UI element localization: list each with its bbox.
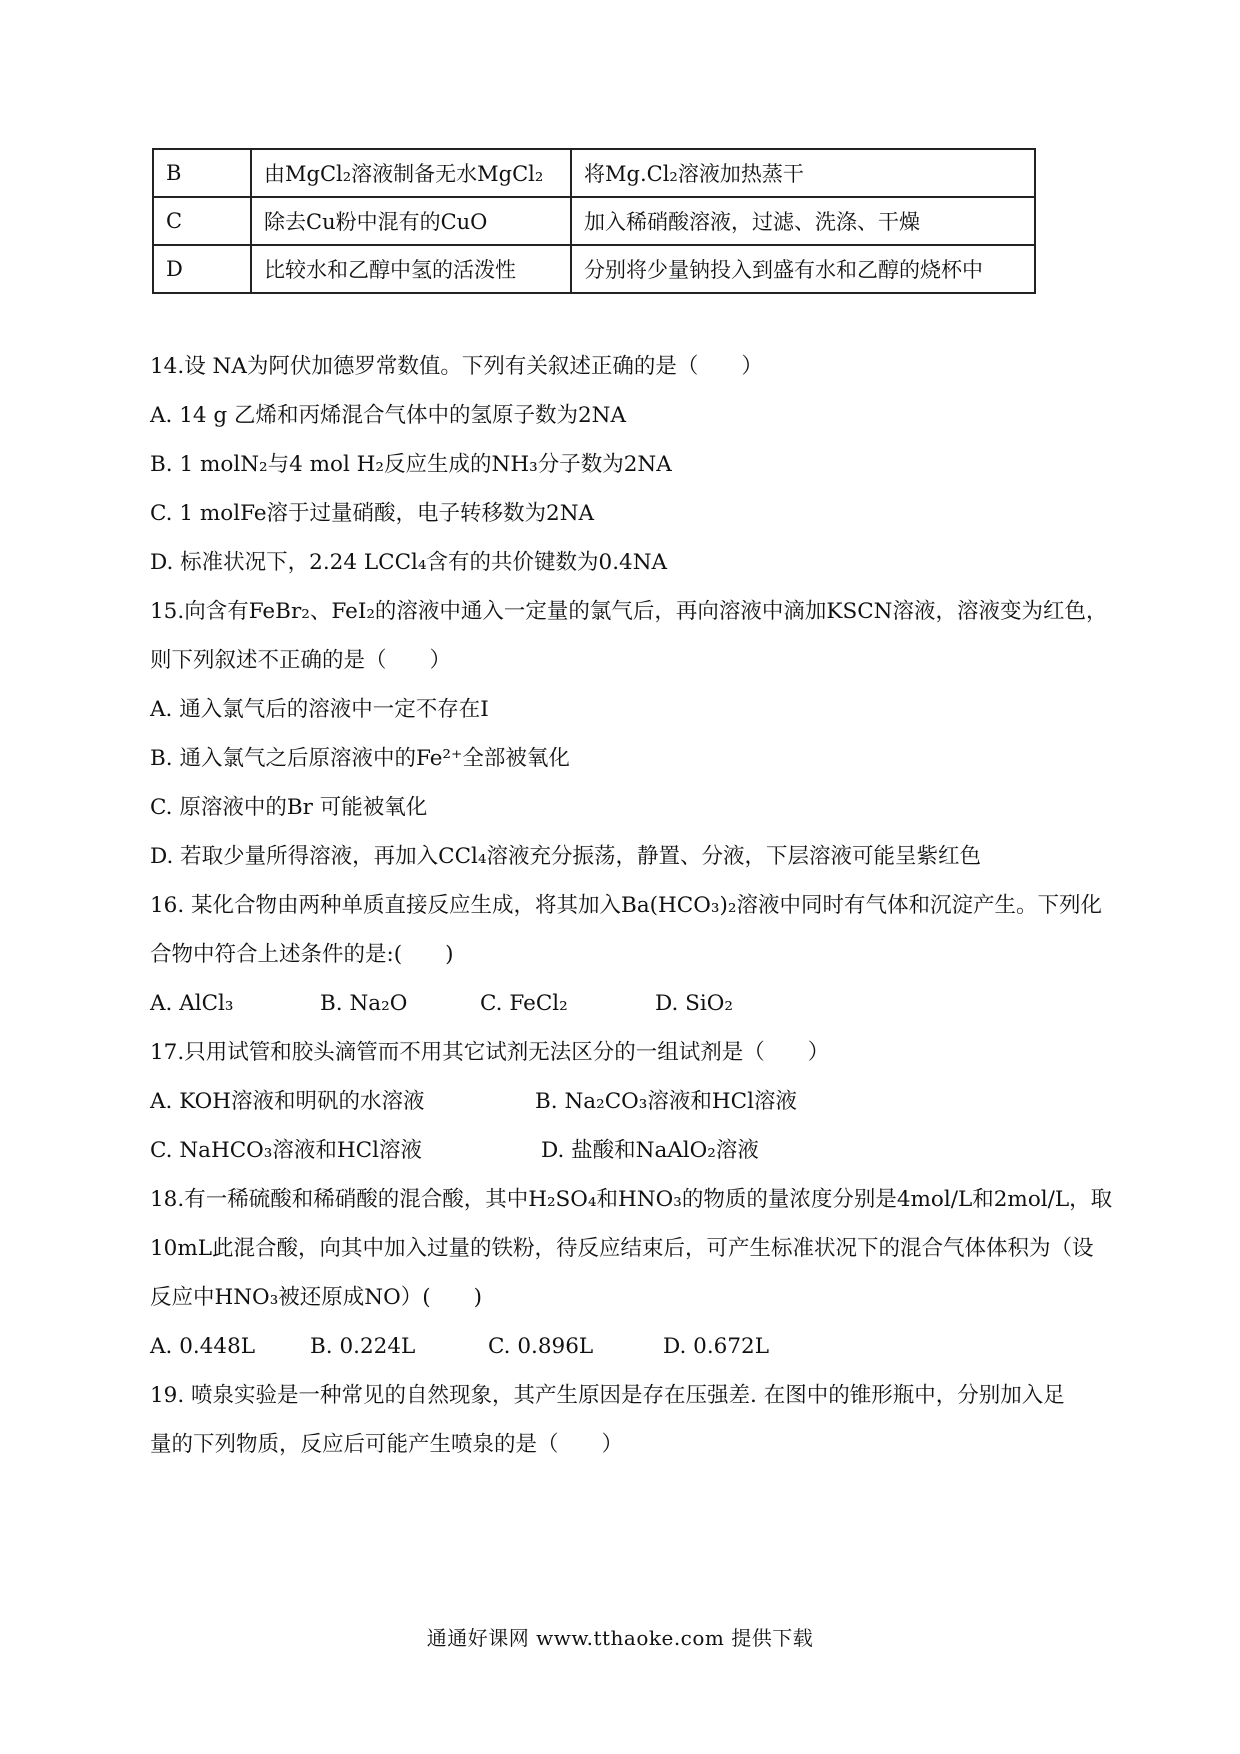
question-16-option-c: C. FeCl₂ <box>480 991 568 1016</box>
question-14-option-a: A. 14 g 乙烯和丙烯混合气体中的氢原子数为2NA <box>150 403 627 428</box>
table-row <box>153 245 1035 293</box>
question-14-option-d: D. 标准状况下，2.24 LCCl₄含有的共价键数为0.4NA <box>150 550 668 575</box>
question-18-option-b: B. 0.224L <box>310 1334 416 1359</box>
experiment-operation: 将Mg.Cl₂溶液加热蒸干 <box>571 149 1035 197</box>
footer-watermark: 通通好课网 www.tthaoke.com 提供下载 <box>426 1626 814 1650</box>
question-18-stem-line3: 反应中HNO₃被还原成NO）( ) <box>150 1285 483 1310</box>
question-19-stem-line1: 19. 喷泉实验是一种常见的自然现象，其产生原因是存在压强差. 在图中的锥形瓶中，分别加入足 <box>150 1383 1065 1408</box>
question-16-options <box>150 985 1110 1034</box>
question-14-stem: 14.设 NA为阿伏加德罗常数值。下列有关叙述正确的是（ ） <box>150 354 763 379</box>
question-18-option-d: D. 0.672L <box>663 1334 769 1359</box>
question-15-stem-line2: 则下列叙述不正确的是（ ） <box>150 648 452 673</box>
question-15-option-d: D. 若取少量所得溶液，再加入CCl₄溶液充分振荡，静置、分液，下层溶液可能呈紫红色 <box>150 844 982 869</box>
question-16-option-d: D. SiO₂ <box>655 991 733 1016</box>
table-row <box>153 149 1035 197</box>
experiment-table <box>152 148 1036 294</box>
question-15-option-b: B. 通入氯气之后原溶液中的Fe²⁺全部被氧化 <box>150 746 570 771</box>
question-18-option-a: A. 0.448L <box>150 1334 256 1359</box>
experiment-purpose: 除去Cu粉中混有的CuO <box>251 197 571 245</box>
question-18-option-c: C. 0.896L <box>488 1334 594 1359</box>
question-17-stem: 17.只用试管和胶头滴管而不用其它试剂无法区分的一组试剂是（ ） <box>150 1040 830 1065</box>
question-17-options-cd <box>150 1132 1110 1181</box>
question-16-option-a: A. AlCl₃ <box>150 991 234 1016</box>
experiment-purpose: 比较水和乙醇中氢的活泼性 <box>251 245 571 293</box>
question-19-stem-line2: 量的下列物质，反应后可能产生喷泉的是（ ） <box>150 1432 624 1457</box>
question-15-option-a: A. 通入氯气后的溶液中一定不存在I <box>150 697 489 722</box>
question-16-stem-line2: 合物中符合上述条件的是:( ) <box>150 942 454 967</box>
question-17-option-a: A. KOH溶液和明矾的水溶液 <box>150 1089 425 1114</box>
question-17-options-ab <box>150 1083 1110 1132</box>
question-16-stem-line1: 16. 某化合物由两种单质直接反应生成，将其加入Ba(HCO₃)₂溶液中同时有气体和沉淀产生。下列化 <box>150 893 1102 918</box>
option-label: D <box>153 245 251 293</box>
question-18-stem-line2: 10mL此混合酸，向其中加入过量的铁粉，待反应结束后，可产生标准状况下的混合气体体积为（设 <box>150 1236 1094 1261</box>
experiment-operation: 分别将少量钠投入到盛有水和乙醇的烧杯中 <box>571 245 1035 293</box>
question-list <box>150 348 1113 1475</box>
table-row <box>153 197 1035 245</box>
experiment-purpose: 由MgCl₂溶液制备无水MgCl₂ <box>251 149 571 197</box>
question-14-option-b: B. 1 molN₂与4 mol H₂反应生成的NH₃分子数为2NA <box>150 452 672 477</box>
option-label: B <box>153 149 251 197</box>
question-17-option-d: D. 盐酸和NaAlO₂溶液 <box>541 1138 759 1163</box>
question-17-option-c: C. NaHCO₃溶液和HCl溶液 <box>150 1138 423 1163</box>
question-15-stem-line1: 15.向含有FeBr₂、FeI₂的溶液中通入一定量的氯气后，再向溶液中滴加KSCN溶液，溶液变为红色， <box>150 599 1108 624</box>
question-14-option-c: C. 1 molFe溶于过量硝酸，电子转移数为2NA <box>150 501 595 526</box>
question-18-stem-line1: 18.有一稀硫酸和稀硝酸的混合酸，其中H₂SO₄和HNO₃的物质的量浓度分别是4mol/L和2mol/L，取 <box>150 1187 1113 1212</box>
option-label: C <box>153 197 251 245</box>
question-16-option-b: B. Na₂O <box>320 991 408 1016</box>
experiment-operation: 加入稀硝酸溶液，过滤、洗涤、干燥 <box>571 197 1035 245</box>
question-15-option-c: C. 原溶液中的Br 可能被氧化 <box>150 795 428 820</box>
question-18-options <box>150 1328 1110 1377</box>
question-17-option-b: B. Na₂CO₃溶液和HCl溶液 <box>535 1089 797 1114</box>
